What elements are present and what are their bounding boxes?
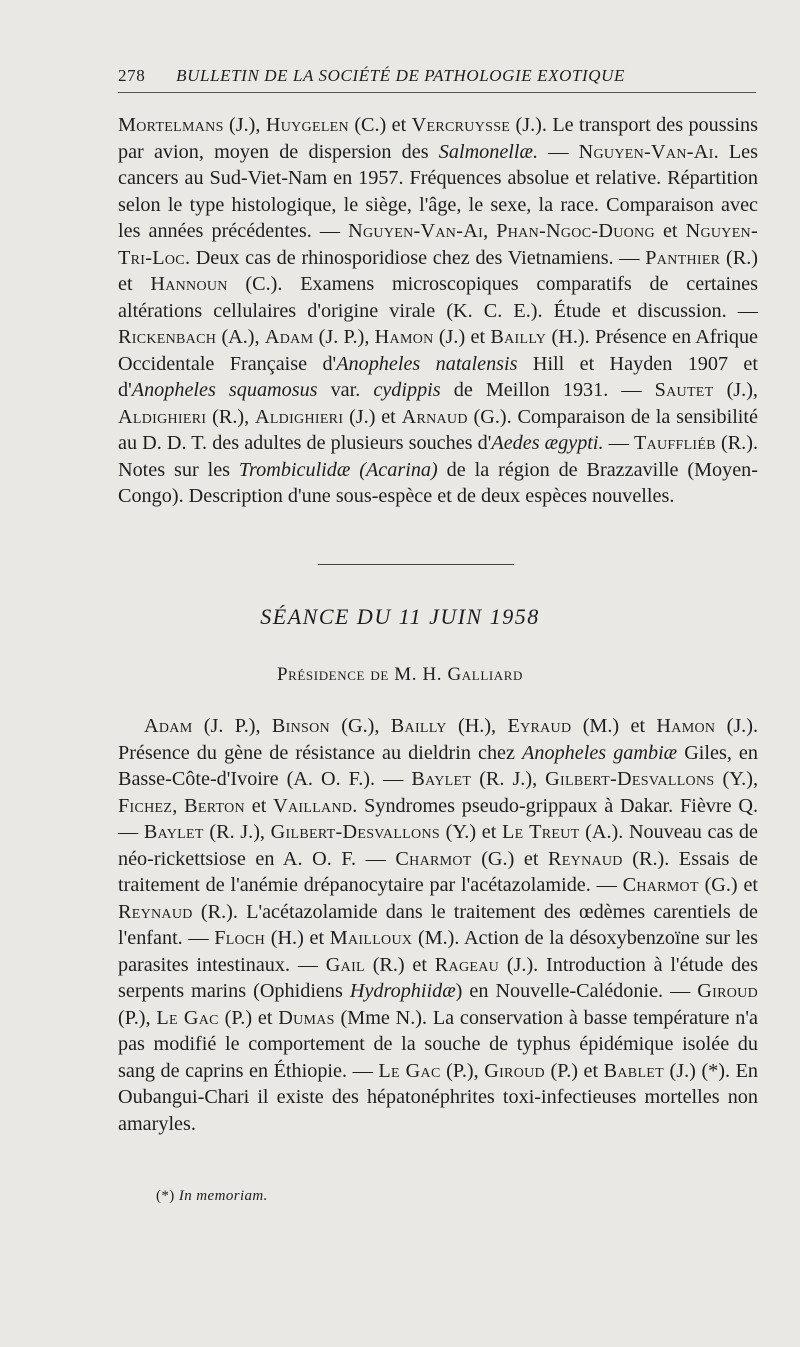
author-name: Dumas <box>278 1006 335 1029</box>
author-name: Aldighieri <box>254 405 344 428</box>
communications-list-seance <box>118 713 758 1137</box>
presidence-line: Présidence de M. H. Galliard <box>276 664 524 685</box>
text-run: (R.), <box>206 405 255 428</box>
section-divider <box>318 564 514 565</box>
author-name: Rageau <box>434 953 500 976</box>
taxon-name: cydippis <box>373 379 441 401</box>
text-run: (C.). Examens microscopiques comparatifs de certaines altérations cellulaires d'origine virale (K. C. E.). Étude et discussion. — <box>118 273 758 322</box>
text-run: et <box>244 794 274 817</box>
footnote <box>156 1188 268 1205</box>
author-name: Binson <box>271 715 330 737</box>
text-run: de Meillon 1931. — <box>440 379 655 401</box>
taxon-name: Aedes ægypti. <box>491 432 604 454</box>
author-name: Reynaud <box>118 900 193 923</box>
text-run: (P.) et <box>544 1059 604 1082</box>
author-name: Nguyen-Tri-Loc <box>118 220 758 269</box>
author-name: Phan-Ngoc-Duong <box>496 220 655 242</box>
author-name: Arnaud <box>401 405 468 428</box>
author-name: Hamon <box>656 715 716 737</box>
running-title: BULLETIN DE LA SOCIÉTÉ DE PATHOLOGIE EXOTIQUE <box>176 66 626 85</box>
text-run: (R.). Essais de traitement de l'anémie drépanocytaire par l'acétazolamide. — <box>118 847 759 896</box>
text-run: (C.) et <box>348 114 412 136</box>
author-name: Mailloux <box>329 927 413 949</box>
taxon-name: Anopheles gambiæ <box>522 741 678 764</box>
text-run: (R.). Notes sur les <box>118 432 758 481</box>
text-run: (R.) et <box>364 953 435 976</box>
text-run: (Mme N.). La conservation à basse température n'a pas modifié le comportement de la souche de typhus épidémique isolée du sang de caprins en Éthiopie. — <box>118 1006 758 1082</box>
text-run: . Les cancers au Sud-Viet-Nam en 1957. Fréquences absolue et relative. Répartition selon le type histologique, le siège, l'âge, le sexe, la race. Comparaison avec les années précédentes. — <box>118 140 759 242</box>
text-run: (G.). Comparaison de la sensibilité au D. D. T. des adultes de plusieurs souches d' <box>118 405 758 454</box>
author-name: Nguyen-Van-Ai <box>348 220 484 242</box>
text-run: (H.), <box>446 715 508 737</box>
text-run: (J. P.), <box>313 326 375 348</box>
author-name: Bablet <box>603 1059 664 1082</box>
running-header <box>118 66 756 93</box>
seance-title: SÉANCE DU 11 JUIN 1958 <box>260 604 540 629</box>
text-run: (R.). L'acétazolamide dans le traitement des œdèmes carentiels de l'enfant. — <box>118 900 758 949</box>
text-run: . Deux cas de rhinosporidiose chez des Vietnamiens. — <box>184 246 646 269</box>
author-name: Huygelen <box>265 114 349 136</box>
author-name: Charmot <box>395 847 472 870</box>
text-run: de la région de Brazzaville (Moyen-Congo). Description d'une sous-espèce et de deux espèces nouvelles. <box>118 458 758 507</box>
text-run: (M.). Action de la désoxybenzoïne sur les parasites intestinaux. — <box>118 927 758 976</box>
text-run: (G.) et <box>471 847 549 870</box>
author-name: Le Treut <box>502 821 580 843</box>
page-number: 278 <box>118 66 146 85</box>
author-name: Vercruysse <box>411 114 511 136</box>
author-name: Sautet <box>654 379 714 401</box>
taxon-name: Anopheles squamosus <box>131 379 318 401</box>
taxon-name: Salmonellæ. <box>438 140 539 163</box>
text-run: . Syndromes pseudo-grippaux à Dakar. Fièvre Q. — <box>118 794 758 843</box>
author-name: Le Gac <box>378 1059 441 1082</box>
author-name: Reynaud <box>548 847 623 870</box>
text-run: (G.) et <box>698 874 759 896</box>
author-name: Vailland <box>273 794 353 817</box>
author-name: Berton <box>184 794 245 817</box>
text-run: (J.). Le transport des poussins par avion, moyen de dispersion des <box>118 114 758 163</box>
author-name: Rickenbach <box>118 326 217 348</box>
text-run: (R. J.), <box>203 821 271 843</box>
author-name: Le Gac <box>156 1006 219 1029</box>
author-name: Hannoun <box>150 273 228 295</box>
text-run: (Y.), <box>714 768 758 790</box>
text-run: (J.) et <box>343 405 402 428</box>
text-run: — <box>603 432 634 454</box>
text-run: (A.). Nouveau cas de néo-rickettsiose en A. O. F. — <box>118 821 758 870</box>
author-name: Gilbert-Desvallons <box>545 768 715 790</box>
author-name: Hamon <box>374 326 434 348</box>
text-run: (P.), <box>118 1006 157 1029</box>
communications-list-previous <box>118 112 758 510</box>
taxon-name: Hydrophiidæ <box>349 980 456 1002</box>
footnote-mark: (*) <box>156 1188 175 1204</box>
text-run: (P.), <box>440 1059 485 1082</box>
text-run: (H.). Présence en Afrique Occidentale Française d' <box>118 326 759 375</box>
text-run: var. <box>317 379 374 401</box>
author-name: Panthier <box>645 246 721 269</box>
text-run: (P.) et <box>218 1006 279 1029</box>
text-run: (J.). Présence du gène de résistance au dieldrin chez <box>118 715 759 764</box>
author-name: Nguyen-Van-Ai <box>578 140 714 163</box>
text-run: (R.) et <box>118 246 758 295</box>
text-run: (J.). Introduction à l'étude des serpents marins (Ophidiens <box>118 953 758 1002</box>
author-name: Aldighieri <box>118 405 207 428</box>
author-name: Mortelmans <box>118 114 224 136</box>
author-name: Baylet <box>143 821 204 843</box>
text-run: ) en Nouvelle-Calédonie. — <box>455 980 698 1002</box>
author-name: Floch <box>214 927 266 949</box>
taxon-name: Anopheles natalensis <box>336 352 518 375</box>
author-name: Gail <box>325 953 365 976</box>
author-name: Baylet <box>411 768 472 790</box>
text-run: , <box>483 220 497 242</box>
author-name: Eyraud <box>507 715 572 737</box>
text-run: (J.) et <box>433 326 491 348</box>
author-name: Tauffliéb <box>633 432 716 454</box>
author-name: Bailly <box>490 326 547 348</box>
text-run: Giles, en Basse-Côte-d'Ivoire (A. O. F.). — <box>118 741 758 790</box>
text-run: — <box>538 140 579 163</box>
author-name: Charmot <box>622 874 699 896</box>
text-run: Hill et Hayden 1907 et d' <box>118 352 758 401</box>
text-run: (A.), <box>216 326 265 348</box>
text-run: , <box>172 794 185 817</box>
text-run: (J. P.), <box>192 715 272 737</box>
author-name: Bailly <box>390 715 447 737</box>
text-run: (H.) et <box>265 927 330 949</box>
author-name: Adam <box>144 715 193 737</box>
text-run: (J.), <box>713 379 758 401</box>
text-run: (M.) et <box>571 715 657 737</box>
author-name: Giroud <box>484 1059 545 1082</box>
text-run: (R. J.), <box>471 768 546 790</box>
footnote-text: In memoriam. <box>178 1188 268 1204</box>
author-name: Giroud <box>697 980 759 1002</box>
text-run: (J.), <box>223 114 266 136</box>
text-run: et <box>654 220 686 242</box>
author-name: Fichez <box>118 794 173 817</box>
taxon-name: Trombiculidæ (Acarina) <box>238 458 438 481</box>
text-run: (J.) (*). En Oubangui-Chari il existe des hépatonéphrites toxi-infectieuses mortelles non amaryles. <box>118 1059 758 1135</box>
text-run: (Y.) et <box>439 821 502 843</box>
text-run: (G.), <box>329 715 391 737</box>
author-name: Adam <box>264 326 314 348</box>
author-name: Gilbert-Desvallons <box>270 821 440 843</box>
